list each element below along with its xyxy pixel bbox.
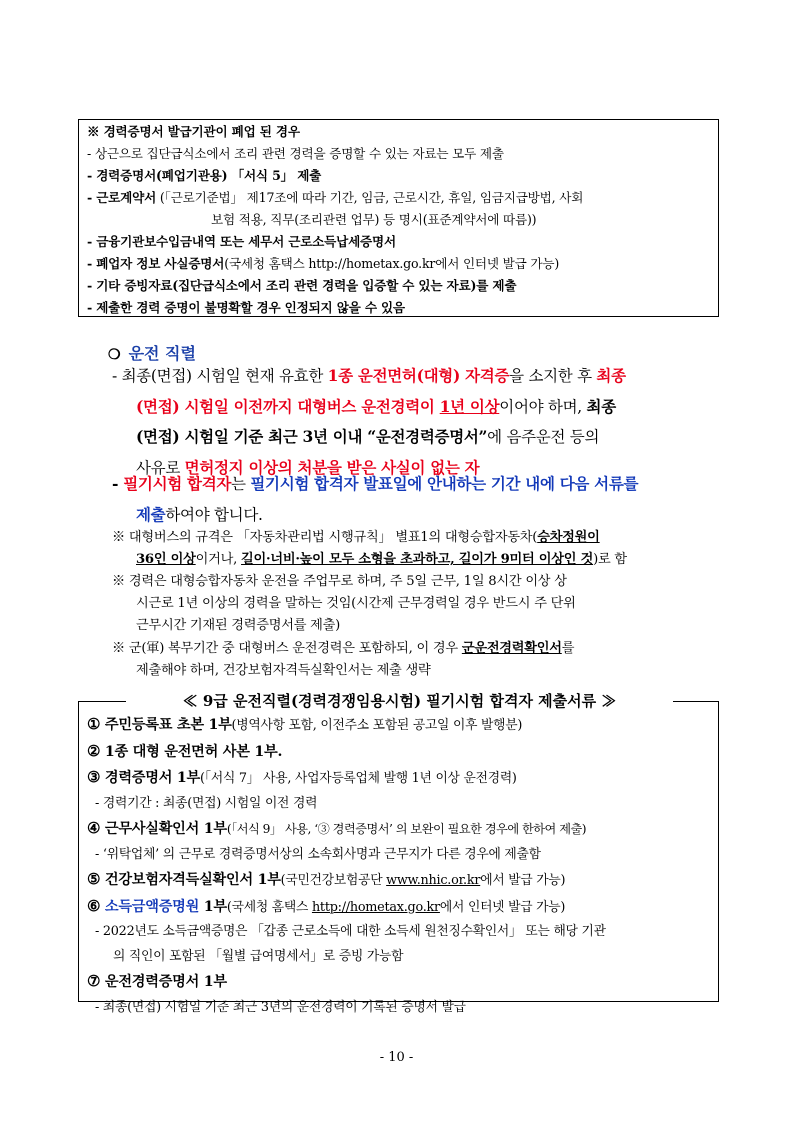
document-subitem: - 경력기간 : 최종(면접) 시험일 이전 경력 [95, 795, 318, 811]
page-number: - 10 - [379, 1050, 414, 1065]
circle-bullet-icon: ❍ [108, 347, 121, 363]
document-item: ⑦ 운전경력증명서 1부 [87, 972, 227, 990]
document-subitem: - 2022년도 소득금액증명은 「갑종 근로소득에 대한 소득세 원천징수확인서」 또는 해당 기관 [95, 924, 606, 939]
bus-spec-note: ※ 대형버스의 규격은 「자동차관리법 시행규칙」 별표1의 대형승합자동차(승차정원이 36인 이상이거나, 길이·너비·높이 모두 소형을 초과하고, 길이가 9미터 이상인 것)로 함 [112, 530, 627, 567]
section-title-text: 운전 직렬 [128, 344, 196, 363]
document-item: ③ 경력증명서 1부(「서식 7」 사용, 사업자등록업체 발행 1년 이상 운전경력) [87, 768, 517, 786]
notice-line: - 제출한 경력 증명이 불명확할 경우 인정되지 않을 수 있음 [87, 300, 405, 315]
paragraph-line: 사유로 면허정지 이상의 처분을 받은 사실이 없는 자 [136, 457, 480, 477]
hometax-link[interactable]: http://hometax.go.kr [311, 899, 440, 915]
notice-line: - 경력증명서(폐업기관용) 「서식 5」 제출 [87, 168, 322, 183]
closed-business-notice-box [78, 119, 719, 317]
notice-heading: ※ 경력증명서 발급기관이 폐업 된 경우 [87, 124, 300, 139]
document-subitem: - 최종(면접) 시험일 기준 최근 3년의 운전경력이 기록된 증명서 발급 [95, 999, 466, 1015]
notice-line: - 근로계약서 (「근로기준법」 제17조에 따라 기간, 임금, 근로시간, 휴일, 임금지급방법, 사회 [87, 190, 584, 205]
experience-note: ※ 경력은 대형승합자동차 운전을 주업무로 하며, 주 5일 근무, 1일 8시간 이상 상 시근로 1년 이상의 경력을 말하는 것임(시간제 근무경력일 경우 반드시 주 단위 근무시간 기재된 경력증명서를 제출) [112, 574, 576, 633]
document-item: ② 1종 대형 운전면허 사본 1부. [87, 741, 283, 760]
paragraph-line: (면접) 시험일 이전까지 대형버스 운전경력이 1년 이상이어야 하며, 최종 [136, 396, 616, 416]
requirement-paragraph [112, 361, 722, 483]
nhic-link[interactable]: www.nhic.or.kr [386, 873, 481, 888]
paragraph-line: - 최종(면접) 시험일 현재 유효한 1종 운전면허(대형) 자격증을 소지한 후 최종 [112, 366, 626, 385]
submission-documents-box [78, 701, 719, 1015]
document-item: ⑤ 건강보험자격득실확인서 1부(국민건강보험공단 www.nhic.or.kr에서 발급 가능) [87, 870, 566, 888]
document-subitem: 의 직인이 포함된 「월별 급여명세서」로 증빙 가능함 [113, 948, 404, 964]
notice-line: - 폐업자 정보 사실증명서(국세청 홈택스 http://hometax.go.kr에서 인터넷 발급 가능) [87, 256, 560, 271]
notice-line: 보험 적용, 직무(조리관련 업무) 등 명시(표준계약서에 따름)) [211, 212, 537, 227]
submission-paragraph [112, 469, 722, 530]
document-item: ⑥ 소득금액증명원 1부(국세청 홈택스 http://hometax.go.kr에서 인터넷 발급 가능) [87, 896, 566, 915]
military-note: ※ 군(軍) 복무기간 중 대형버스 운전경력은 포함하되, 이 경우 군운전경력확인서를 제출해야 하며, 건강보험자격득실확인서는 제출 생략 [112, 641, 575, 678]
document-item: ① 주민등록표 초본 1부(병역사항 포함, 이전주소 포함된 공고일 이후 발행분) [87, 715, 523, 733]
notice-line: - 기타 증빙자료(집단급식소에서 조리 관련 경력을 입증할 수 있는 자료)를 제출 [87, 278, 517, 293]
document-item: ④ 근무사실확인서 1부(「서식 9」 사용, ‘③ 경력증명서’ 의 보완이 필요한 경우에 한하여 제출) [87, 819, 587, 837]
paragraph-line: (면접) 시험일 기준 최근 3년 이내 “운전경력증명서”에 음주운전 등의 [136, 427, 600, 446]
paragraph-line: 제출하여야 합니다. [136, 504, 263, 524]
submission-documents-title-text: ≪ 9급 운전직렬(경력경쟁임용시험) 필기시험 합격자 제출서류 ≫ [182, 692, 617, 710]
notice-line: - 금융기관보수입금내역 또는 세무서 근로소득납세증명서 [87, 234, 396, 249]
notice-line: - 상근으로 집단급식소에서 조리 관련 경력을 증명할 수 있는 자료는 모두 제출 [87, 146, 504, 161]
paragraph-line: - 필기시험 합격자는 필기시험 합격자 발표일에 안내하는 기간 내에 다음 서류를 [112, 474, 639, 493]
notice-line-rest: (「근로기준법」 제17조에 따라 기간, 임금, 근로시간, 휴일, 임금지급방법, 사회 [156, 190, 584, 205]
notice-line-rest: (국세청 홈택스 http://hometax.go.kr에서 인터넷 발급 가능) [224, 256, 560, 271]
document-subitem: - ‘위탁업체’ 의 근무로 경력증명서상의 소속회사명과 근무지가 다른 경우에 제출함 [95, 846, 541, 862]
